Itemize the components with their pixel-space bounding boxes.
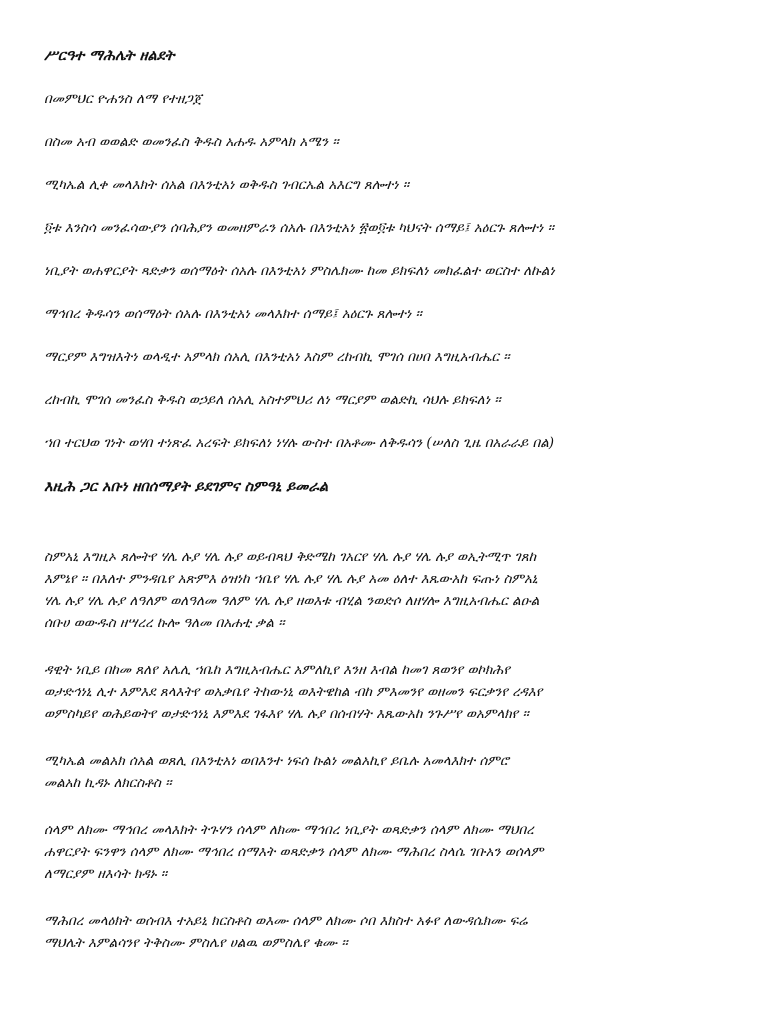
text-line: ኀበ ተርህወ ገነት ወሃበ ተነጽፈ አረፍት ይክፍለነ ነሃሉ ውስተ በአቶሙ ለቅዱሳን (ሠለስ ጊዜ በአራራይ በል) (44, 435, 555, 451)
text-line: ፬ቱ እንስሳ መንፈሳውያን ሰባሕያን ወመዘምራን ሰአሉ በእንቲአነ ፳ወ፬ቱ ካህናት ሰማይ፤ አዕርጉ ጸሎተነ ። (44, 220, 554, 236)
paragraph-line: ወምስካይየ ወሕይወትየ ወታድኅነኒ እምእደ ገፋእየ ሃሌ ሉያ በሰብሃት እጼውአከ ንጉሥየ ወአምላክየ ። (44, 706, 529, 722)
paragraph-line: ሰላም ለክሙ ማኅበረ መላእክት ትጉሃን ሰላም ለክሙ ማኅበረ ነቢያት ወጻድቃን ሰላም ለክሙ ማህበረ (44, 822, 534, 838)
text-line: በስመ አብ ወወልድ ወመንፈስ ቅዱስ አሐዱ አምላክ አሜን ። (44, 134, 339, 150)
paragraph (44, 910, 734, 954)
text-line: ነቢያት ወሐዋርያት ጻድቃን ወሰማዕት ሰአሉ በእንቲአነ ምስሌክሙ ከመ ይክፍለነ መክፈልተ ወርስተ ለኩልነ (44, 263, 555, 279)
paragraph-line: ሰቡሀ ወውዱስ ዘሣረረ ኩሎ ዓለመ በአሐቲ ቃል ። (44, 615, 285, 631)
text-line: ማርያም እግዝእትነ ወላዲተ አምላክ ሰአሊ በእንቲአነ እስም ረከብኪ ሞገሰ በሀበ እግዚአብሔር ። (44, 349, 510, 365)
paragraph-line: ሐዋርያት ፍንዋን ሰላም ለክሙ ማኅበረ ሰማእት ወጻድቃን ሰላም ለክሙ ማሕበረ ስላሴ ገቡአን ወሰላም (44, 844, 544, 860)
paragraph-line: ዳዊት ነቢይ በከመ ጸለየ አሌሊ ኀቤከ እግዚአብሔር አምለኪየ እንዘ እብል ከመገ ጸወንየ ወኮክሕየ (44, 662, 510, 678)
document-subtitle: በመምህር ዮሐንስ ለማ የተዘጋጀ (44, 91, 202, 107)
paragraph-line: መልአከ ኪዳኑ ለክርስቶስ ። (44, 775, 172, 791)
paragraph-line: ማህሌት እምልሳንየ ትቅስሙ ምስሌየ ሀልዉ ወምስሌየ ቁሙ ። (44, 935, 348, 951)
paragraph (44, 546, 734, 634)
paragraph (44, 750, 734, 794)
paragraph-line: ሃሌ ሉያ ሃሌ ሉያ ለዓለም ወለዓለመ ዓለም ሃሌ ሉያ ዘወእቱ ብሂል ንወድሶ ለዘሃሎ እግዚአብሔር ልዑል (44, 593, 540, 609)
text-line: ሚካኤል ሊቀ መላእክት ሰአል በእንቲአነ ወቅዱስ ገብርኤል አእርግ ጸሎተነ ። (44, 177, 410, 193)
paragraph-line: ስምአኒ እግዚኦ ጸሎትየ ሃሌ ሉያ ሃሌ ሉያ ወይብጻህ ቅድሜከ ገአርየ ሃሌ ሉያ ሃሌ ሉያ ወኢትሚጥ ገጸከ (44, 549, 537, 565)
paragraph (44, 819, 734, 885)
paragraph-line: ለማርያም ዘእሳት ክዳኑ ። (44, 866, 167, 882)
paragraph-line: እምኔየ ። በእለተ ምንዳቤየ አጽምእ ዕዝነከ ኀቤየ ሃሌ ሉያ ሃሌ ሉያ አመ ዕለተ እጼውአከ ፍጡነ ስምአኒ (44, 571, 538, 587)
paragraph (44, 659, 734, 725)
paragraph-line: ማሕበረ መላዕክት ወሰብእ ተአይኒ ክርስቶስ ወእሙ ሰላም ለክሙ ሶበ እክስተ አፉየ ለውዳሴክሙ ፍሬ (44, 913, 528, 929)
document-page (44, 30, 734, 954)
text-line: ረከብኪ ሞገሰ መንፈስ ቅዱስ ወኃይለ ሰአሊ አስተምህሪ ለነ ማርያም ወልድኪ ሳህሉ ይክፍለነ ። (44, 392, 501, 408)
text-line: ማኅበረ ቅዱሳን ወሰማዕት ሰአሉ በእንቲአነ መላእክተ ሰማይ፤ አዕርጉ ጸሎተነ ። (44, 306, 422, 322)
opening-lines (44, 131, 734, 454)
document-title: ሥርዓተ ማሕሌት ዘልደት (44, 48, 175, 64)
paragraph-line: ሚካኤል መልአክ ሰአል ወጸሊ በእንቲአነ ወበእንተ ነፍሰ ኩልነ መልአኪየ ይቤሉ አመላእክተ ሰምሮ (44, 753, 509, 769)
section-heading: እዚሕ ጋር አቡነ ዘበሰማያት ይደገምና ስምዓኒ ይመራል (44, 479, 329, 495)
paragraph-line: ወታድኅነኒ ሊተ እምእደ ጸላእትየ ወአቃቤየ ትከውነኒ ወእትዌከል ብከ ምእመንየ ወዘመን ፍርቃንየ ረዳእየ (44, 684, 543, 700)
